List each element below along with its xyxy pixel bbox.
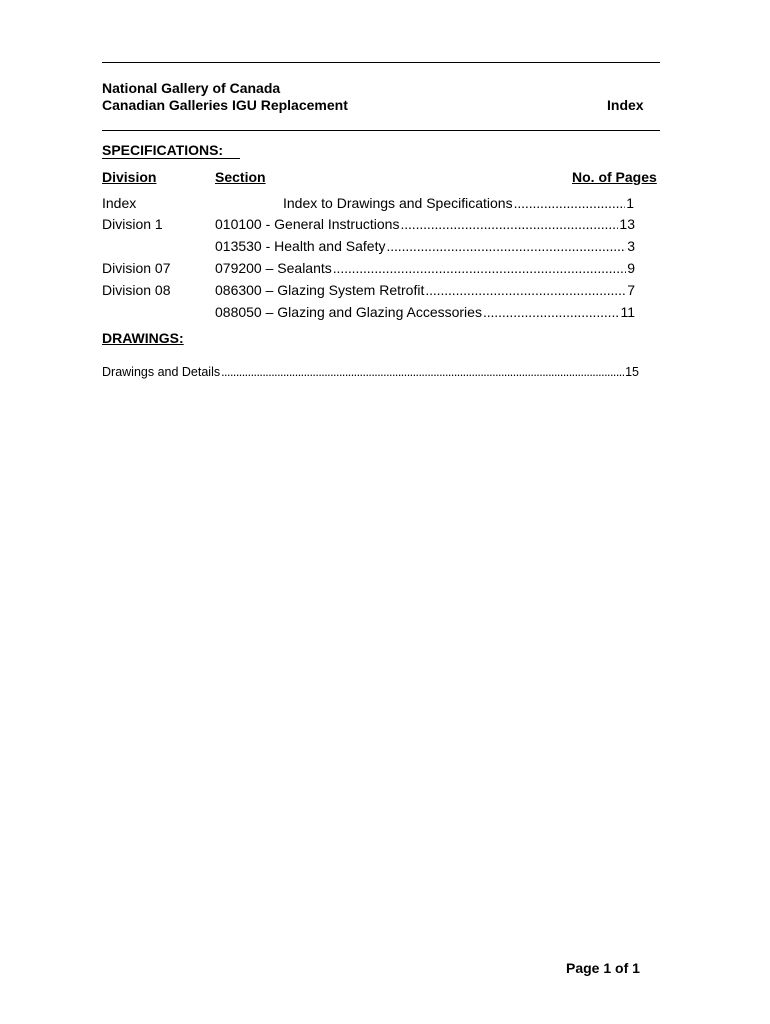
division-label: Division 07: [102, 260, 171, 276]
toc-entry-title: 079200 – Sealants: [215, 260, 332, 276]
org-name: National Gallery of Canada: [102, 80, 281, 96]
drawings-entry-pages: 15: [625, 365, 639, 379]
project-title: Canadian Galleries IGU Replacement: [102, 97, 348, 113]
drawings-heading: DRAWINGS:: [102, 330, 184, 346]
dot-leader: [514, 195, 626, 211]
toc-entry: [215, 260, 635, 276]
drawings-entry: [102, 365, 639, 379]
dot-leader: [333, 260, 626, 276]
column-header-division: Division: [102, 169, 157, 185]
toc-entry: [283, 195, 634, 211]
toc-entry: [215, 238, 635, 254]
drawings-entry-title: Drawings and Details: [102, 365, 221, 379]
division-label: Division 08: [102, 282, 171, 298]
toc-entry-pages: 1: [626, 195, 634, 211]
division-label: Index: [102, 195, 137, 211]
dot-leader: [483, 304, 620, 320]
dot-leader: [221, 365, 624, 379]
toc-entry: [215, 282, 635, 298]
header-rule: [102, 130, 660, 131]
toc-entry-title: 086300 – Glazing System Retrofit: [215, 282, 425, 298]
toc-entry-pages: 7: [627, 282, 635, 298]
toc-entry-title: Index to Drawings and Specifications: [283, 195, 513, 211]
document-type: Index: [607, 97, 644, 113]
specifications-heading: SPECIFICATIONS:: [102, 142, 224, 158]
toc-entry-title: 010100 - General Instructions: [215, 216, 400, 232]
column-header-pages: No. of Pages: [572, 169, 657, 185]
toc-entry-title: 013530 - Health and Safety: [215, 238, 386, 254]
division-label: Division 1: [102, 216, 163, 232]
page-number: Page 1 of 1: [566, 960, 640, 976]
toc-entry: [215, 304, 635, 320]
toc-entry-pages: 13: [619, 216, 635, 232]
toc-entry-title: 088050 – Glazing and Glazing Accessories: [215, 304, 482, 320]
specifications-heading-underline: [102, 158, 240, 159]
dot-leader: [400, 216, 618, 232]
toc-entry-pages: 11: [620, 304, 635, 320]
dot-leader: [386, 238, 626, 254]
toc-entry-pages: 3: [627, 238, 635, 254]
top-rule: [102, 62, 660, 63]
column-header-section: Section: [215, 169, 266, 185]
dot-leader: [425, 282, 626, 298]
toc-entry: [215, 216, 635, 232]
toc-entry-pages: 9: [627, 260, 635, 276]
